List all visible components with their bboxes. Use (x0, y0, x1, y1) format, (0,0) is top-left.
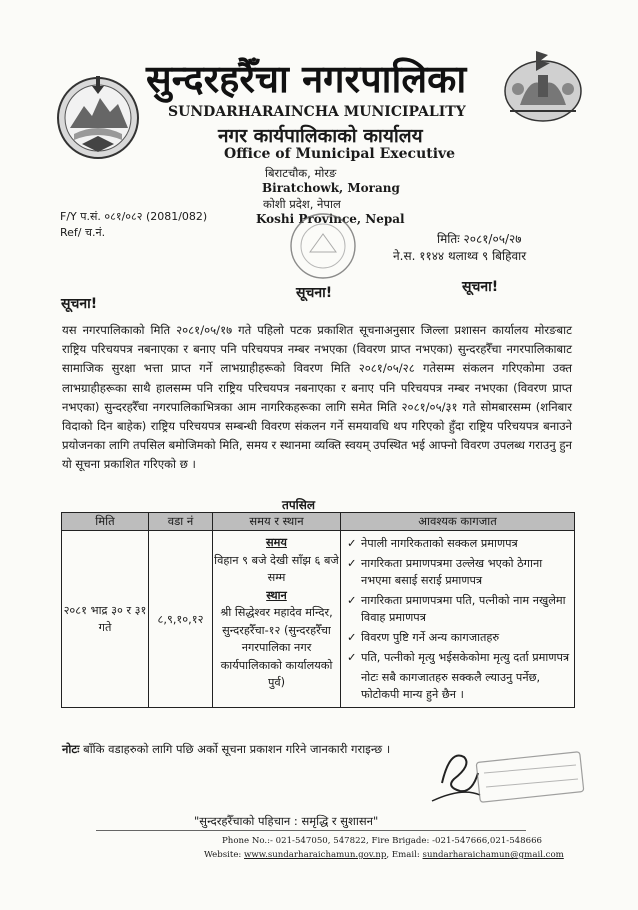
footnote (62, 742, 390, 757)
table-row (62, 531, 575, 708)
document-text: नागरिकता प्रमाणपत्रमा पति, पत्नीको नाम नखुलेमा विवाह प्रमाणपत्र (361, 594, 566, 624)
signature-stamp (402, 743, 586, 809)
checkmark-icon: ✓ (347, 631, 357, 644)
footnote-text: बाँकि वडाहरुको लागि पछि अर्को सूचना प्रकाशन गरिने जानकारी गराइन्छ । (83, 742, 391, 756)
checkmark-icon: ✓ (347, 651, 357, 664)
municipality-name-nepali: सुन्दरहरैँचा नगरपालिका (146, 56, 467, 101)
schedule-table (61, 512, 575, 708)
date-line: मितिः २०८१/०५/२७ (437, 232, 522, 246)
address-nepali-line-2: कोशी प्रदेश, नेपाल (263, 197, 341, 211)
ward-value: ८,९,१०,१२ (157, 612, 204, 626)
document-text: पति, पत्नीको मृत्यु भईसकेकोमा मृत्यु दर्ता प्रमाणपत्र (361, 651, 570, 664)
office-name-nepali: नगर कार्यपालिकाको कार्यालय (218, 125, 423, 147)
date-value: २०८१ भाद्र ३० र ३१ गते (63, 604, 147, 634)
documents-list (341, 531, 574, 707)
address-nepali-line-1: बिराटचौक, मोरङ (265, 166, 337, 180)
address-english-line-1: Biratchowk, Morang (262, 181, 400, 195)
notice-heading-right: सूचना! (462, 279, 499, 295)
email-label: , Email: (386, 850, 420, 860)
time-value: विहान ९ बजे देखी साँझ ६ बजे सम्म (214, 553, 339, 584)
document-item (347, 535, 570, 552)
office-name-english: Office of Municipal Executive (224, 146, 456, 162)
checkmark-icon: ✓ (347, 594, 357, 607)
address-english-line-2: Koshi Province, Nepal (256, 212, 405, 226)
document-item (347, 592, 570, 626)
table-caption: तपसिल (282, 498, 316, 512)
notice-heading-center: सूचना! (296, 285, 333, 301)
notice-heading-left: सूचना! (61, 296, 98, 312)
header-date: मिति (62, 513, 149, 531)
document-text: नागरिकता प्रमाणपत्रमा उल्लेख भएको ठेगाना नभएमा बसाई सराई प्रमाणपत्र (361, 557, 543, 587)
checkmark-icon: ✓ (347, 557, 357, 570)
header-time-place: समय र स्थान (213, 513, 341, 531)
municipality-logo (500, 45, 586, 125)
header-documents: आवश्यक कागजात (341, 513, 575, 531)
ward-cell (149, 531, 213, 708)
email-link[interactable]: sundarharaichamun@gmail.com (422, 850, 564, 860)
notice-body: यस नगरपालिकाको मिति २०८१/०५/१७ गते पहिलो पटक प्रकाशित सूचनाअनुसार जिल्ला प्रशासन कार्यालय मोरङबाट राष्ट्रिय परिचयपत्र नबनाएका र बनाए पनि परिचयपत्र नम्बर नभएका (विवरण प्राप्त नभएका) सुन्दरहरैँचा नगरपालिकाबाट सामाजिक सुरक्षा भत्ता प्राप्त गर्ने लाभग्राहीहरूको विवरण मिति २०८१/०५/२८ गतेसम्म संकलन गरिएकोमा उक्त लाभग्राहीहरूका साथै हालसम्म पनि राष्ट्रिय परिचयपत्र नबनाएका र बनाए पनि परिचयपत्र नम्बर नभएका (विवरण प्राप्त नभएका) सुन्दरहरैँचा नगरपालिकाभित्रका आम नागरिकहरूका लागि समेत मिति २०८१/०५/३१ गते सोमबारसम्म (शनिबार विदाको दिन बाहेक) राष्ट्रिय परिचयपत्र सम्बन्धी विवरण संकलन गर्ने समयावधि थप गरिएको हुँदा राष्ट्रिय परिचयपत्र बनाउने प्रयोजनका लागि तपसिल बमोजिमको मिति, समय र स्थानमा व्यक्ति स्वयम् उपस्थित भई आफ्नो विवरण उपलब्ध गराउनु हुन यो सूचना प्रकाशित गरिएको छ । (62, 323, 572, 472)
header-ward: वडा नं (149, 513, 213, 531)
footer-phone: Phone No.:- 021-547050, 547822, Fire Brigade: -021-547666,021-548666 (222, 836, 542, 846)
website-link[interactable]: www.sundarharaichamun.gov.np (244, 850, 387, 860)
footer-slogan: "सुन्दरहरैँचाको पहिचान : समृद्धि र सुशासन" (194, 814, 379, 828)
time-heading: समय (266, 536, 287, 549)
office-round-stamp (280, 212, 366, 284)
footer-contact (204, 850, 564, 860)
document-item (347, 555, 570, 589)
place-heading: स्थान (266, 588, 287, 602)
table-header-row (62, 513, 575, 531)
checkmark-icon: ✓ (347, 537, 357, 550)
municipality-name-english: SUNDARHARAINCHA MUNICIPALITY (168, 104, 466, 120)
documents-cell (341, 531, 575, 708)
nepal-emblem-logo (52, 70, 144, 162)
nepal-sambat-date: ने.स. ११४४ थलाथ्व ९ बिहिवार (393, 249, 527, 263)
documents-note: नोटः सबै कागजातहरु सक्कलै ल्याउनु पर्नेछ, फोटोकपी मान्य हुने छैन । (361, 671, 541, 701)
time-place-cell (213, 531, 341, 708)
footer-divider (96, 830, 526, 831)
place-value: श्री सिद्धेश्वर महादेव मन्दिर, सुन्दरहरैँचा-१२ (सुन्दरहरैँचा नगरपालिका नगर कार्यपालिकाको कार्यालयको पुर्व) (220, 606, 333, 689)
website-label: Website: (204, 850, 242, 860)
date-cell (62, 531, 149, 708)
document-item (347, 629, 570, 646)
document-item (347, 649, 570, 666)
fiscal-year: F/Y प.सं. ०८१/०८२ (2081/082) (60, 210, 208, 223)
footnote-label: नोटः (62, 742, 80, 756)
document-text: विवरण पुष्टि गर्ने अन्य कागजातहरु (361, 631, 500, 644)
reference-number: Ref/ च.नं. (60, 226, 106, 239)
document-text: नेपाली नागरिकताको सक्कल प्रमाणपत्र (361, 537, 518, 550)
